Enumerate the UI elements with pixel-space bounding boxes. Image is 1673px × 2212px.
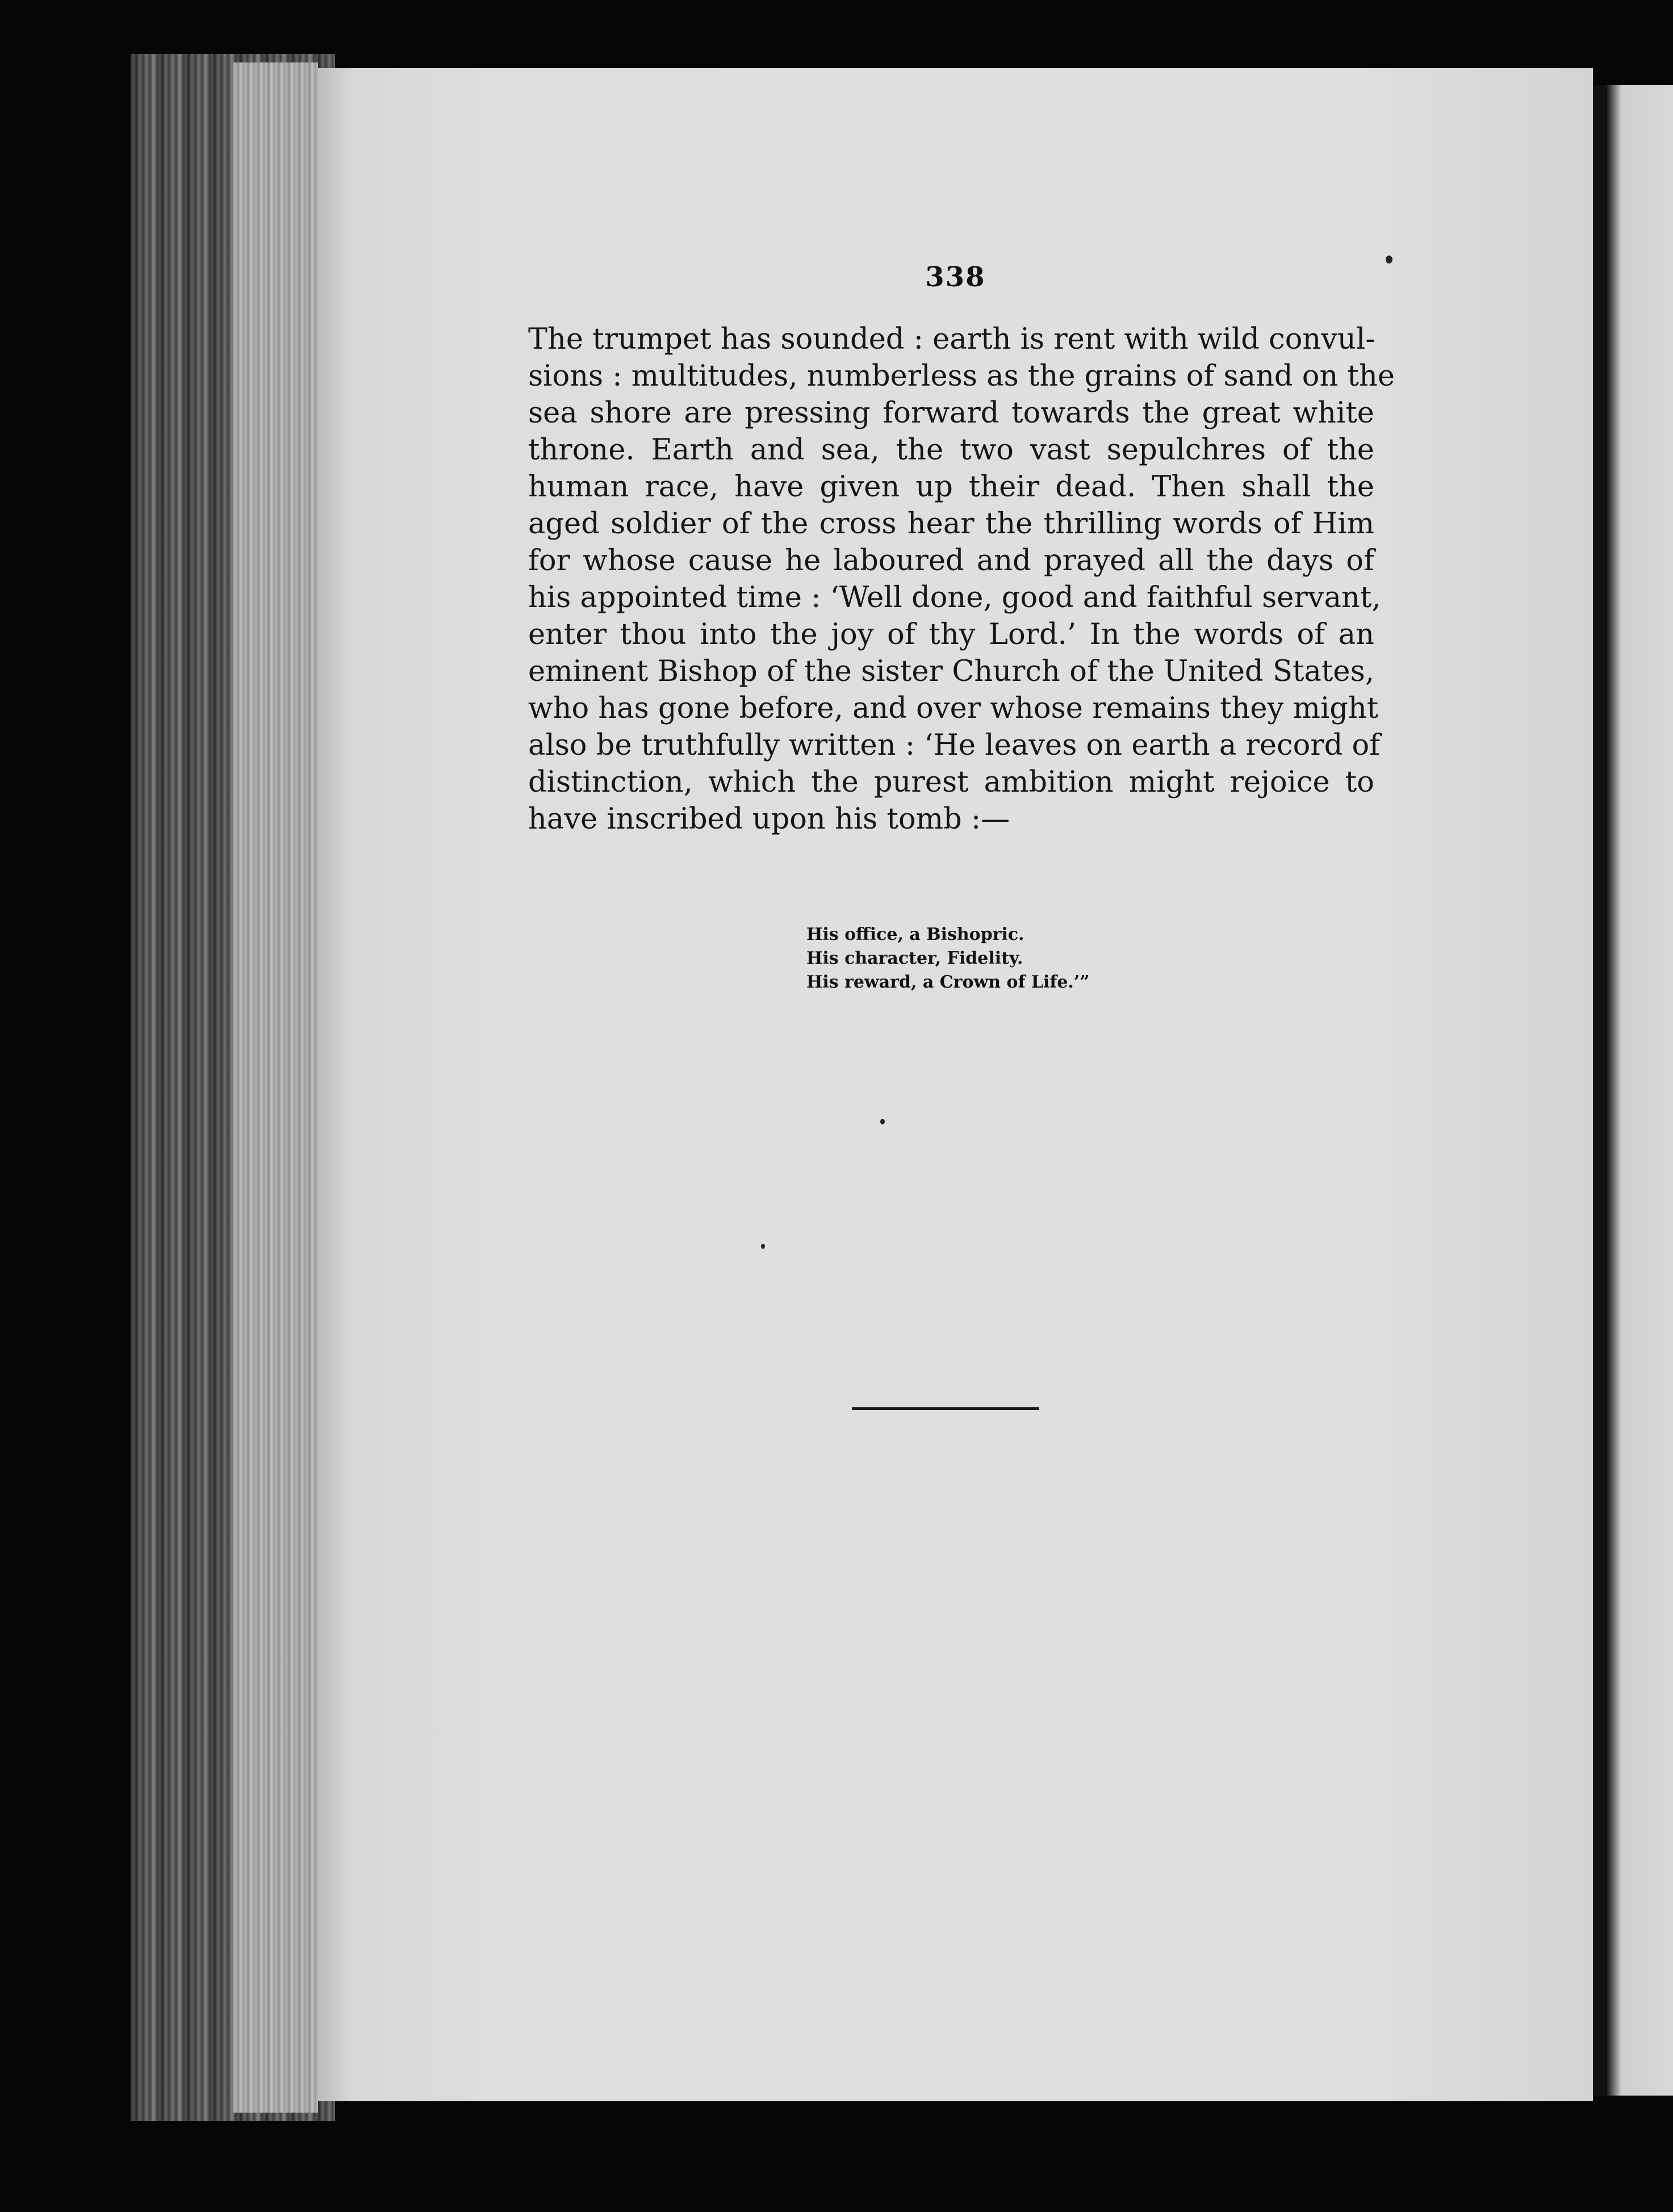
text-line: sea shore are pressing forward towards the great white xyxy=(528,396,1374,430)
text-line: enter thou into the joy of thy Lord.’ In the words of an xyxy=(528,618,1374,651)
epitaph-line: His character, Fidelity. xyxy=(806,948,1023,968)
epitaph-block xyxy=(806,923,1090,994)
text-line: eminent Bishop of the sister Church of the United States, xyxy=(528,655,1374,688)
text-line: distinction, which the purest ambition might rejoice to xyxy=(528,766,1374,799)
text-line: have inscribed upon his tomb :— xyxy=(528,802,1010,836)
text-line: his appointed time : ‘Well done, good and faithful servant, xyxy=(528,581,1381,614)
book-page-edges-inner xyxy=(233,62,318,2113)
facing-page-edge xyxy=(1607,85,1673,2096)
text-line: who has gone before, and over whose remains they might xyxy=(528,692,1379,725)
text-line: human race, have given up their dead. Then shall the xyxy=(528,470,1374,504)
body-paragraph xyxy=(528,321,1395,838)
book-page xyxy=(318,68,1593,2101)
text-line: The trumpet has sounded : earth is rent with wild convul- xyxy=(528,323,1375,356)
page-number: 338 xyxy=(925,261,986,293)
scan-speck xyxy=(761,1244,765,1249)
scan-speck xyxy=(880,1119,885,1124)
section-end-rule xyxy=(852,1407,1039,1410)
text-line: for whose cause he laboured and prayed all the days of xyxy=(528,544,1374,578)
epitaph-line: His reward, a Crown of Life.’” xyxy=(806,972,1090,992)
text-line: throne. Earth and sea, the two vast sepulchres of the xyxy=(528,433,1374,467)
epitaph-line: His office, a Bishopric. xyxy=(806,925,1024,944)
scan-speck xyxy=(1386,256,1392,264)
text-line: aged soldier of the cross hear the thrilling words of Him xyxy=(528,507,1374,541)
text-line: also be truthfully written : ‘He leaves on earth a record of xyxy=(528,729,1381,762)
text-line: sions : multitudes, numberless as the grains of sand on the xyxy=(528,359,1395,393)
